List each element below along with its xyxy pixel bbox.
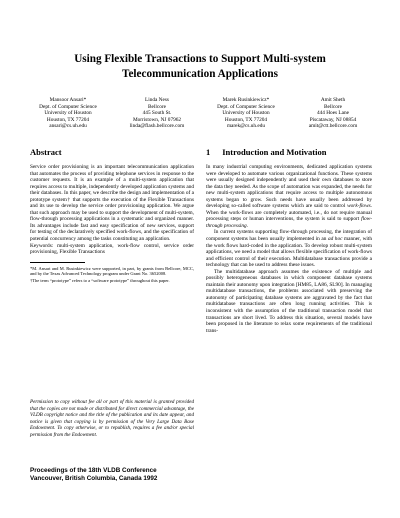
author-email: linda@flash.bellcore.com [129,123,185,129]
emphasis: flow-through processing [206,216,372,229]
abstract-text: Service order provisioning is an important telecommunication application that automates the process of providing telephone services in response to the customer requests. It is an example of a multi-system application that requires access to multiple, independently developed application systems and their databases. In this paper, we describe the design and implementation of a prototype system† that supports the execution of the Flexible Transactions and its use to develop the service order provisioning application. We argue that such approach may be used to support the development of multi-system, flow-through processing applications in a systematic and organized manner. Its advantages include fast and easy specification of new services, support for testing of the declaratively specified work-flows, and the specification of potential concurrency among the tasks constituting an application. [30,164,195,243]
footnote-rule [30,262,85,263]
author-org: 445 South St. [142,110,172,116]
paper-title: Using Flexible Transactions to Support Multi-system Telecommunication Applications [74,53,326,80]
author-dept: Dept. of Computer Science [217,103,275,110]
author-email: amit@ctt.bellcore.com [308,123,358,129]
keywords [30,243,194,256]
left-column [30,147,194,285]
author-block [287,97,379,130]
intro-paragraph: In current systems supporting flow-through processing, the integration of component systems has been usually implemented in an ad hoc manner, with the work flows hard-coded in the application. To develop robust multi-system applications, we need a model that allows flexible specification of work-flows and efficient control of their execution. Multidatabase transactions provide a technology that can be used to address these issues. [206,229,372,269]
emphasis: work-flows [347,203,371,210]
section-heading [206,147,372,158]
author-name: Linda Ness [145,97,169,103]
proceedings-line: Vancouver, British Columbia, Canada 1992 [30,475,158,482]
author-name: Amit Sheth [320,97,346,103]
author-address: Houston, TX 77204 [224,116,268,123]
author-address: Houston, TX 77204 [46,116,90,123]
author-email: marek@cs.uh.edu [226,123,266,129]
author-org: University of Houston [44,110,92,116]
proceedings-line: Proceedings of the 18th VLDB Conference [30,467,157,474]
author-block [200,97,292,130]
author-block [111,97,203,130]
section-title: Introduction and Motivation [222,147,327,157]
intro-paragraph: The multidatabase approach assumes the existence of multiple and possibly heterogeneous databases in which component database systems maintain their autonomy upon integration [HM85, LA86, SL90]. In managing multidatabase transactions, the problems associated with preserving the autonomy of participating database systems are aggravated by the fact that multidatabase transactions are often long running activities. This is inconsistent with the assumption of the traditional transaction model that transactions are short lived. To address this situation, several models have been proposed in the literature to relax some requirements of the traditional trans- [206,268,372,334]
footnote: †The term “prototype” refers to a “software prototype” throughout this paper. [30,278,170,284]
author-block [22,97,114,130]
author-dept: Dept. of Computer Science [39,103,97,110]
proceedings-info [30,467,194,483]
right-column [206,147,372,334]
author-dept: Bellcore [148,103,166,110]
intro-paragraph: In many industrial computing environments, dedicated application systems were developed to automate various organizational functions. These systems were usually designed independently and used their own databases to store the data they needed. As the scope of automation was expanded, the needs for new multi-system applications that require access to multiple autonomous systems began to grow. Such needs have usually been addressed by developing so-called software systems which are said to control work-flows. When the work-flows are completely automated, i.e., do not require manual processing steps or human interventions, the system is said to support flow-through processing. [206,164,372,229]
permission-notice: Permission to copy without fee all or part of this material is granted provided that the copies are not made or distributed for direct commercial advantage, the VLDB copyright notice and the title of the publication and its date appear, and notice is given that copying is by permission of the Very Large Data Base Endowment. To copy otherwise, or to republish, requires a fee and/or special permission from the Endowment. [30,399,194,438]
author-dept: Bellcore [324,103,342,110]
abstract-heading: Abstract [30,147,62,157]
section-number: 1 [206,147,211,157]
footnote: *M. Ansari and M. Rusinkiewicz were supported, in part, by grants from Bellcore, MCC, and by the Texas Advanced Technology program under Grant No. 3652008. [30,265,194,277]
author-address: Morristown, NJ 07962 [132,116,182,123]
emphasis: ad hoc [327,236,343,243]
author-org: University of Houston [222,110,270,116]
author-address: Piscataway, NJ 08854 [309,116,357,123]
keywords-label: Keywords: [30,242,54,249]
author-name: Marek Rusinkiewicz* [222,97,270,103]
author-name: Mansoor Ansari* [49,97,87,103]
keywords-text: multi-system application, work-flow control, service order provisioning, Flexible Transactions [30,242,194,256]
author-email: ansari@cs.uh.edu [49,123,87,129]
author-org: 444 Hoes Lane [316,110,350,116]
